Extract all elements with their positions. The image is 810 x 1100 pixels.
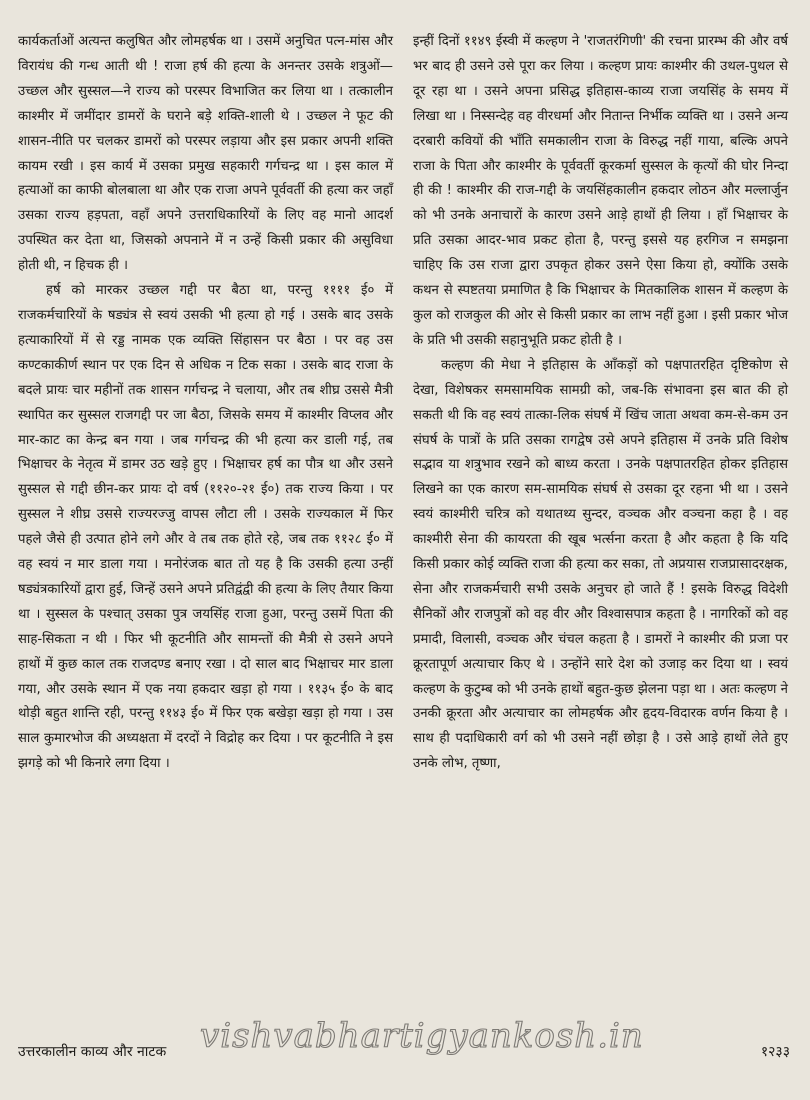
site-watermark: vishvabhartigyankosh.in: [200, 1016, 644, 1056]
right-column: [413, 30, 788, 777]
right-paragraph-1: इन्हीं दिनों ११४९ ईस्वी में कल्हण ने 'राजतरंगिणी' की रचना प्रारम्भ की और वर्ष भर बाद ही उसने उसे पूरा कर लिया । कल्हण प्रायः काश्मीर की उथल-पुथल से दूर रहा था । उसने अपना प्रसिद्ध इतिहास-काव्य राजा जयसिंह के समय में लिखा था । निस्सन्देह वह वीरधर्मा और नितान्त निर्भीक व्यक्ति था । उसने अन्य दरबारी कवियों की भाँति समकालीन राजा के विरुद्ध नहीं गाया, बल्कि अपने राजा के पिता और काश्मीर के पूर्ववर्ती कूरकर्मा सुस्सल के कृत्यों की घोर निन्दा ही की ! काश्मीर की राज-गद्दी के जयसिंहकालीन हकदार लोठन और मल्लार्जुन को भी उनके अनाचारों के कारण उसने आड़े हाथों ही लिया । हाँ भिक्षाचर के प्रति उसका आदर-भाव प्रकट होता है, परन्तु इससे यह हरगिज न समझना चाहिए कि उस राजा द्वारा उपकृत होकर उसने ऐसा किया हो, क्योंकि उसके कथन से स्पष्टतया प्रमाणित है कि भिक्षाचर के मितकालिक शासन में कल्हण के कुल को राजकुल की ओर से किसी प्रकार का लाभ नहीं हुआ । इसी प्रकार भोज के प्रति भी उसकी सहानुभूति प्रकट होती है ।: [413, 34, 788, 348]
text-columns: [18, 30, 790, 777]
running-head: उत्तरकालीन काव्य और नाटक: [18, 1044, 167, 1060]
left-paragraph-2: हर्ष को मारकर उच्छल गद्दी पर बैठा था, परन्तु ११११ ई० में राजकर्मचारियों के षड्यंत्र से स्वयं उसकी भी हत्या हो गई । उसके बाद उसके हत्याकारियों में से रड्ड नामक एक व्यक्ति सिंहासन पर बैठा । पर वह उस कण्टकाकीर्ण स्थान पर एक दिन से अधिक न टिक सका । उसके बाद राजा के बदले प्रायः चार महीनों तक शासन गर्गचन्द्र ने चलाया, और तब शीघ्र उससे मैत्री स्थापित कर सुस्सल राजगद्दी पर जा बैठा, जिसके समय में काश्मीर विप्लव और मार-काट का केन्द्र बन गया । जब गर्गचन्द्र की भी हत्या कर डाली गई, तब भिक्षाचर के नेतृत्व में डामर उठ खड़े हुए । भिक्षाचर हर्ष का पौत्र था और उसने सुस्सल से गद्दी छीन-कर प्रायः दो वर्ष (११२०-२१ ई०) तक राज्य किया । पर सुस्सल ने शीघ्र उससे राज्यरज्जु वापस लौटा ली । उसके राज्यकाल में फिर पहले जैसे ही उत्पात होने लगे और वे तब तक होते रहे, जब तक ११२८ ई० में वह स्वयं न मार डाला गया । मनोरंजक बात तो यह है कि उसकी हत्या उन्हीं षड्यंत्रकारियों द्वारा हुई, जिन्हें उसने अपने प्रतिद्वंद्वी की हत्या के लिए तैयार किया था । सुस्सल के पश्चात् उसका पुत्र जयसिंह राजा हुआ, परन्तु उसमें पिता की साह-सिकता न थी । फिर भी कूटनीति और सामन्तों की मैत्री से उसने अपने हाथों में कुछ काल तक राजदण्ड बनाए रखा । दो साल बाद भिक्षाचर मार डाला गया, और उसके स्थान में एक नया हकदार खड़ा हो गया । ११३५ ई० के बाद थोड़ी बहुत शान्ति रही, परन्तु ११४३ ई० में फिर एक बखेड़ा खड़ा हो गया । उस साल कुमारभोज की अध्यक्षता में दरदों ने विद्रोह कर दिया । पर कूटनीति ने इस झगड़े को भी किनारे लगा दिया ।: [18, 283, 393, 772]
left-column: [18, 30, 393, 777]
page-number: १२३३: [760, 1044, 790, 1060]
left-paragraph-1: कार्यकर्ताओं अत्यन्त कलुषित और लोमहर्षक था । उसमें अनुचित पत्न-मांस और विरायंध की गन्ध आती थी ! राजा हर्ष की हत्या के अनन्तर उसके शत्रुओं—उच्छल और सुस्सल—ने राज्य को परस्पर विभाजित कर लिया था । तत्कालीन काश्मीर में जमींदार डामरों के घराने बड़े शक्ति-शाली थे । उच्छल ने फूट की शासन-नीति पर चलकर डामरों को परस्पर लड़ाया और इस प्रकार अपनी शक्ति कायम रखी । इस कार्य में उसका प्रमुख सहकारी गर्गचन्द्र था । इस काल में हत्याओं का काफी बोलबाला था और एक राजा अपने पूर्ववर्ती की हत्या कर जहाँ उसका राज्य हड़पता, वहाँ अपने उत्तराधिकारियों के लिए वह मानो आदर्श उपस्थित कर देता था, जिसको अपनाने में न उन्हें किसी प्रकार की असुविधा होती थी, न हिचक ही ।: [18, 34, 393, 274]
right-paragraph-2: कल्हण की मेधा ने इतिहास के आँकड़ों को पक्षपातरहित दृष्टिकोण से देखा, विशेषकर समसामयिक सामग्री को, जब-कि संभावना इस बात की हो सकती थी कि वह स्वयं तात्का-लिक संघर्ष में खिंच जाता अथवा कम-से-कम उन संघर्ष के पात्रों के प्रति उसका रागद्वेष उसे अपने इतिहास में उनके प्रति विशेष सद्भाव या शत्रुभाव रखने को बाध्य करता । उनके पक्षपातरहित होकर इतिहास लिखने का एक कारण सम-सामयिक संघर्ष से उसका दूर रहना भी था । उसने स्वयं काश्मीरी चरित्र को यथातथ्य सुन्दर, वञ्चक और वञ्चना कहा है । वह काश्मीरी सेना की कायरता की खूब भर्त्सना करता है और कहता है कि यदि किसी प्रकार कोई व्यक्ति राजा की हत्या कर सका, तो अप्रयास राजप्रासादरक्षक, सेना और राजकर्मचारी सभी उसके अनुचर हो जाते हैं ! इसके विरुद्ध विदेशी सैनिकों और राजपुत्रों को वह वीर और विश्वासपात्र कहता है । नागरिकों को वह प्रमादी, विलासी, वञ्चक और चंचल कहता है । डामरों ने काश्मीर की प्रजा पर क्रूरतापूर्ण अत्याचार किए थे । उन्होंने सारे देश को उजाड़ कर दिया था । स्वयं कल्हण के कुटुम्ब को भी उनके हाथों बहुत-कुछ झेलना पड़ा था । अतः कल्हण ने उनकी क्रूरता और अत्याचार का लोमहर्षक और हृदय-विदारक वर्णन किया है । साथ ही पदाधिकारी वर्ग को भी उसने नहीं छोड़ा है । उसे आड़े हाथों लेते हुए उनके लोभ, तृष्णा,: [413, 357, 788, 772]
